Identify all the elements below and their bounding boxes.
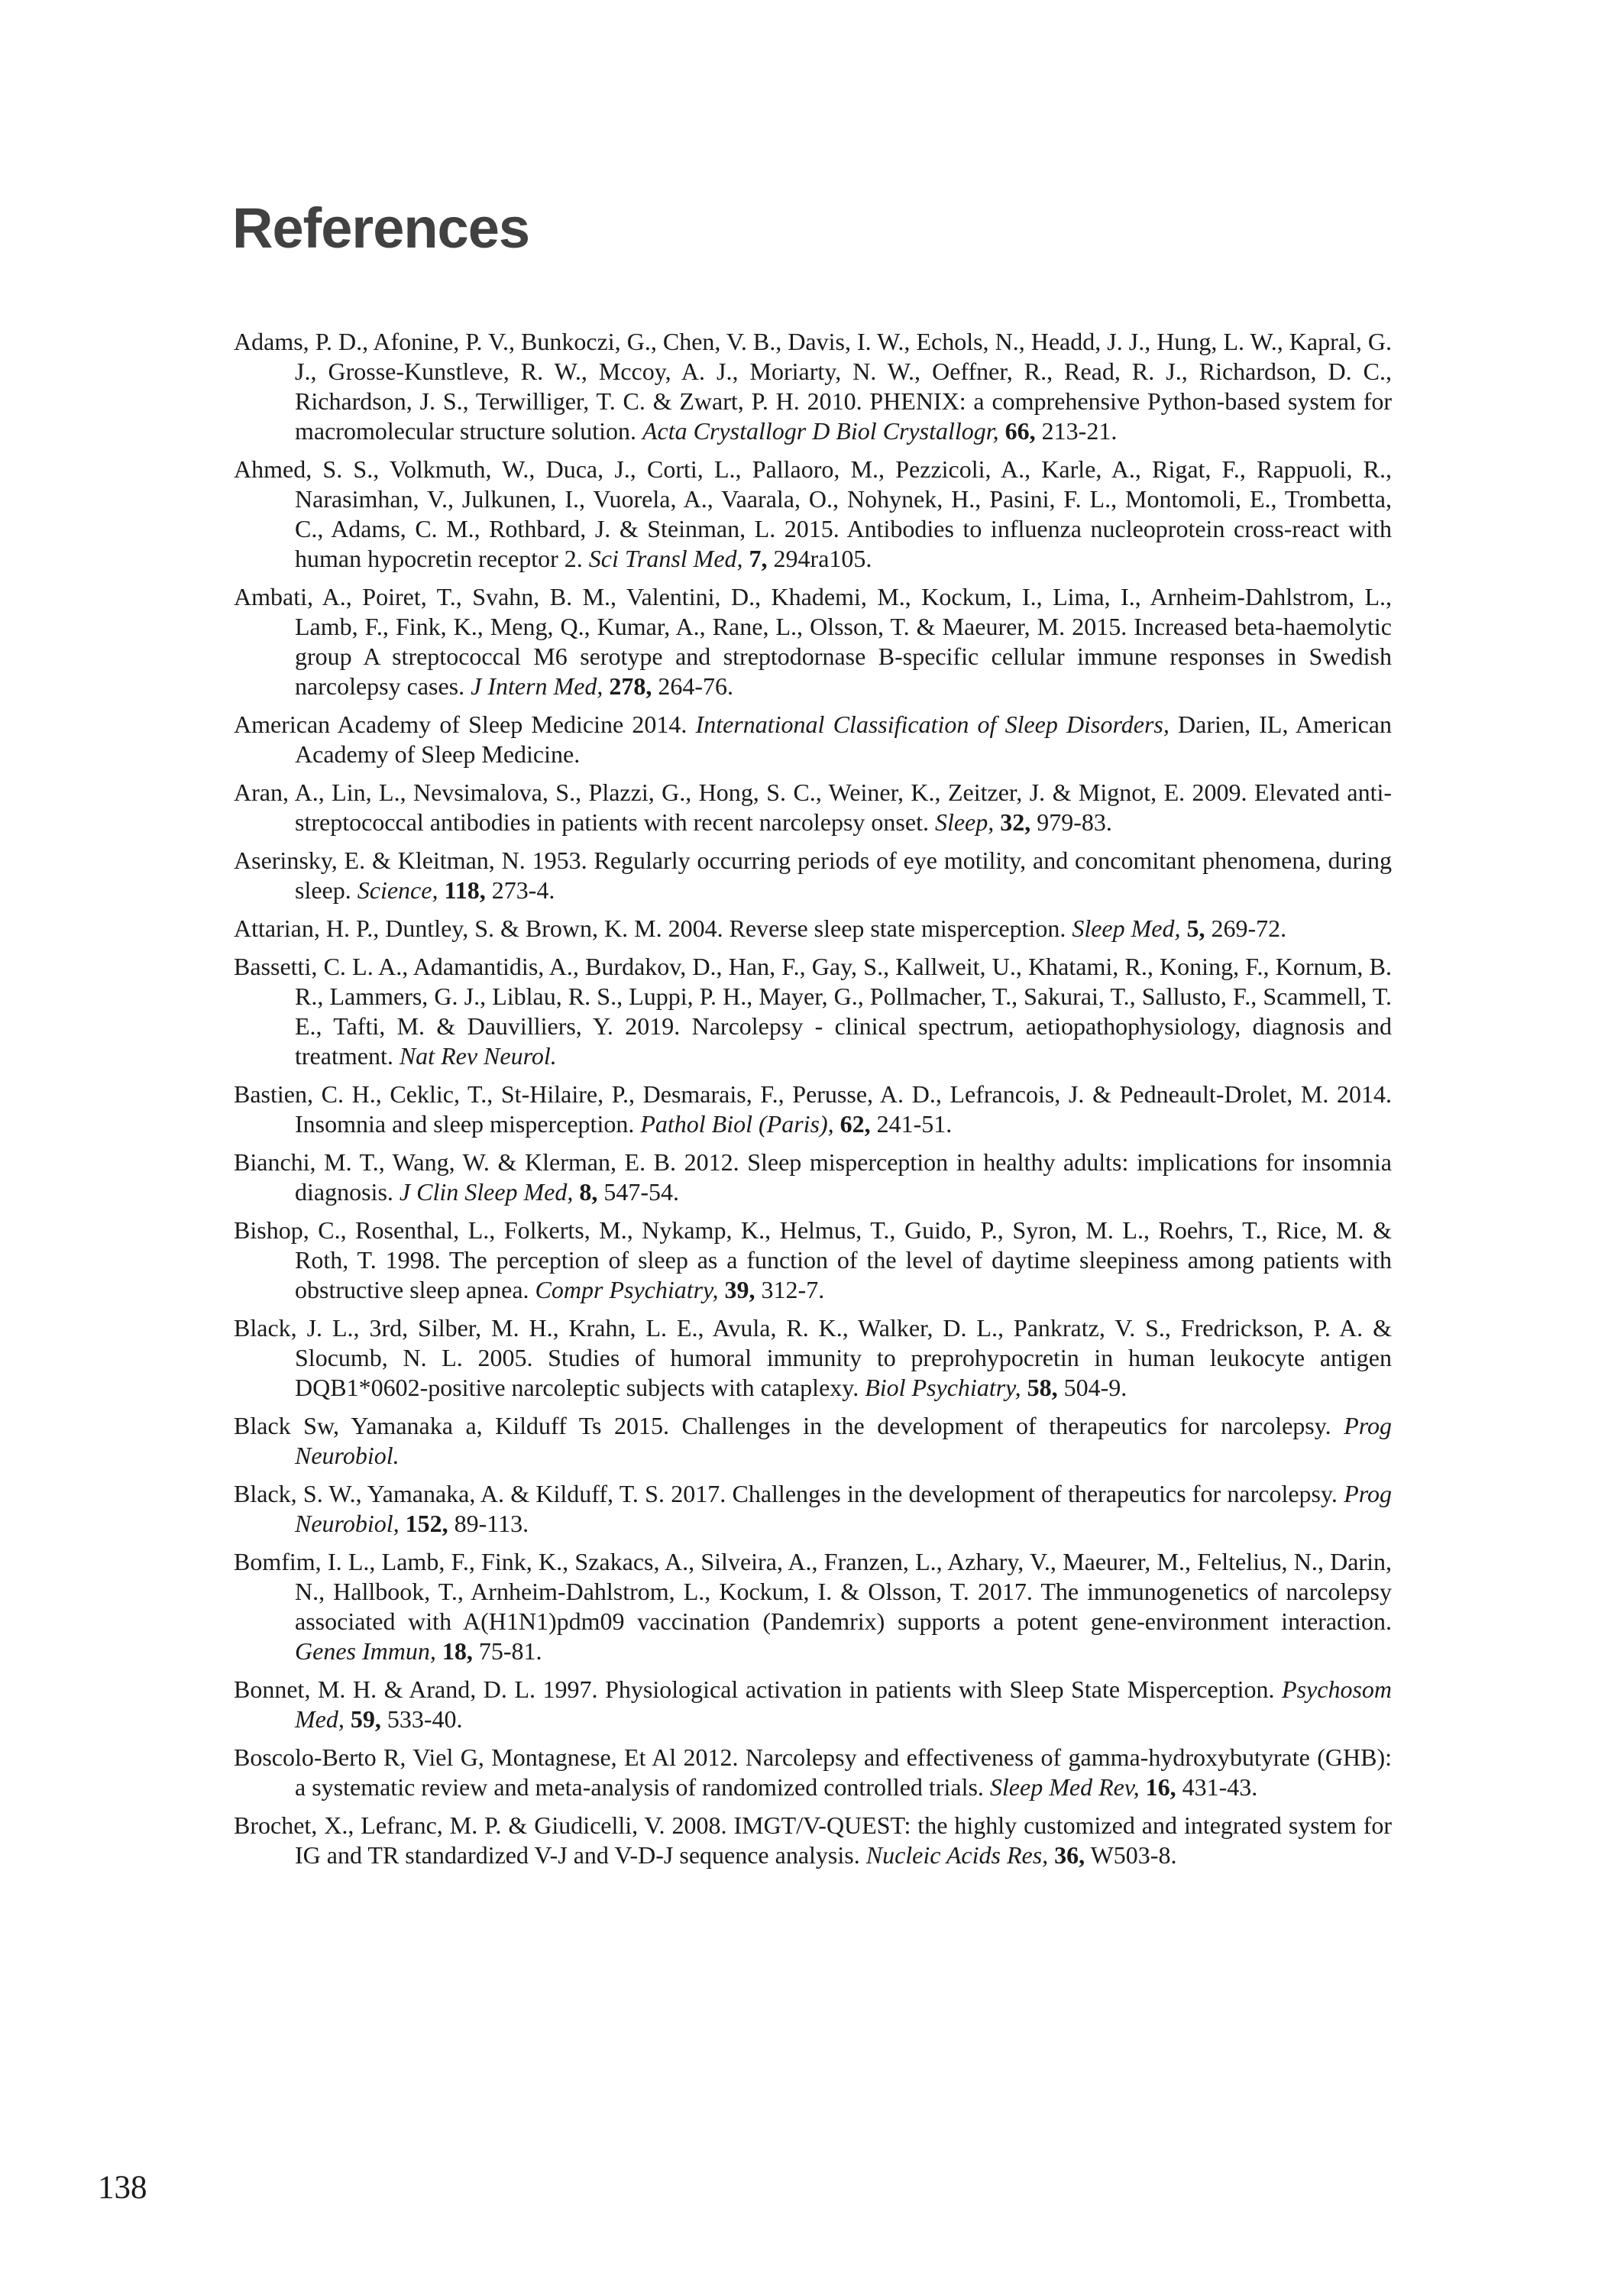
reference-text: Bianchi, M. T., Wang, W. & Klerman, E. B. 2012. Sleep misperception in healthy adults: implications for insomnia diagnosis. <box>234 1148 1392 1206</box>
reference-text <box>436 1637 442 1665</box>
reference-text: Bassetti, C. L. A., Adamantidis, A., Burdakov, D., Han, F., Gay, S., Kallweit, U., Khatami, R., Koning, F., Kornum, B. R., Lammers, G. J., Liblau, R. S., Luppi, P. H., Mayer, G., Pollmacher, T., Sakurai, T., Sallusto, F., Scammell, T. E., Tafti, M. & Dauvilliers, Y. 2019. Narcolepsy - clinical spectrum, aetiopathophysiology, diagnosis and treatment. <box>234 953 1392 1070</box>
reference-volume: 66, <box>1004 417 1036 445</box>
reference-text: 213-21. <box>1035 417 1118 445</box>
reference-journal-title: Compr Psychiatry, <box>535 1276 719 1303</box>
reference-entry <box>234 1148 1392 1207</box>
reference-text: Boscolo-Berto R, Viel G, Montagnese, Et Al 2012. Narcolepsy and effectiveness of gamma-hydroxybutyrate (GHB): a systematic review and meta-analysis of randomized controlled trials. <box>234 1743 1392 1801</box>
reference-text: 312-7. <box>755 1276 825 1303</box>
reference-text: Ahmed, S. S., Volkmuth, W., Duca, J., Corti, L., Pallaoro, M., Pezzicoli, A., Karle, A., Rigat, F., Rappuoli, R., Narasimhan, V., Julkunen, I., Vuorela, A., Vaarala, O., Nohynek, H., Pasini, F. L., Montomoli, E., Trombetta, C., Adams, C. M., Rothbard, J. & Steinman, L. 2015. Antibodies to influenza nucleoprotein cross-react with human hypocretin receptor 2. <box>234 455 1392 572</box>
reference-text: Bonnet, M. H. & Arand, D. L. 1997. Physiological activation in patients with Sleep State Misperception. <box>234 1675 1283 1703</box>
reference-volume: 58, <box>1027 1374 1058 1401</box>
reference-volume: 39, <box>724 1276 755 1303</box>
reference-entry <box>234 846 1392 905</box>
reference-entry <box>234 1743 1392 1802</box>
reference-text: Brochet, X., Lefranc, M. P. & Giudicelli, V. 2008. IMGT/V-QUEST: the highly customized and integrated system for IG and TR standardized V-J and V-D-J sequence analysis. <box>234 1811 1392 1869</box>
reference-text: 533-40. <box>380 1705 463 1733</box>
reference-text: Bomfim, I. L., Lamb, F., Fink, K., Szakacs, A., Silveira, A., Franzen, L., Azhary, V., Maeurer, M., Feltelius, N., Darin, N., Hallbook, T., Arnheim-Dahlstrom, L., Kockum, I. & Olsson, T. 2017. The immunogenetics of narcolepsy associated with A(H1N1)pdm09 vaccination (Pandemrix) supports a potent gene-environment interaction. <box>234 1548 1392 1635</box>
reference-text <box>743 545 749 572</box>
reference-text: 241-51. <box>870 1110 953 1138</box>
reference-volume: 36, <box>1054 1841 1085 1869</box>
reference-volume: 152, <box>405 1510 448 1537</box>
reference-text <box>999 417 1005 445</box>
reference-text: 273-4. <box>485 876 555 904</box>
reference-text: Darien, IL, American Academy of Sleep Medicine. <box>295 711 1393 768</box>
reference-entry <box>234 1313 1392 1403</box>
reference-text: Attarian, H. P., Duntley, S. & Brown, K. M. 2004. Reverse sleep state misperception. <box>234 915 1072 942</box>
reference-journal-title: Sleep, <box>934 808 995 836</box>
reference-entry <box>234 1216 1392 1305</box>
reference-journal-title: J Intern Med, <box>471 672 603 700</box>
reference-text: American Academy of Sleep Medicine 2014. <box>234 711 696 738</box>
reference-journal-title: Biol Psychiatry, <box>865 1374 1021 1401</box>
reference-text: 269-72. <box>1205 915 1287 942</box>
reference-entry <box>234 1411 1392 1471</box>
reference-journal-title: Acta Crystallogr D Biol Crystallogr, <box>642 417 999 445</box>
reference-journal-title: Prog Neurobiol, <box>295 1480 1392 1537</box>
reference-journal-title: Nucleic Acids Res, <box>865 1841 1049 1869</box>
reference-text <box>345 1705 351 1733</box>
reference-volume: 118, <box>444 876 486 904</box>
reference-entry <box>234 455 1392 574</box>
reference-entry <box>234 327 1392 446</box>
reference-journal-title: Sleep Med Rev, <box>989 1773 1140 1801</box>
reference-text: Bishop, C., Rosenthal, L., Folkerts, M., Nykamp, K., Helmus, T., Guido, P., Syron, M. L., Roehrs, T., Rice, M. & Roth, T. 1998. The perception of sleep as a function of the level of daytime sleepiness among patients with obstructive sleep apnea. <box>234 1216 1392 1303</box>
reference-text: W503-8. <box>1085 1841 1177 1869</box>
reference-volume: 5, <box>1186 915 1205 942</box>
reference-volume: 8, <box>579 1178 598 1206</box>
reference-text: Ambati, A., Poiret, T., Svahn, B. M., Valentini, D., Khademi, M., Kockum, I., Lima, I., Arnheim-Dahlstrom, L., Lamb, F., Fink, K., Meng, Q., Kumar, A., Rane, L., Olsson, T. & Maeurer, M. 2015. Increased beta-haemolytic group A streptococcal M6 serotype and streptodornase B-specific cellular immune responses in Swedish narcolepsy cases. <box>234 583 1392 700</box>
reference-text: Aran, A., Lin, L., Nevsimalova, S., Plazzi, G., Hong, S. C., Weiner, K., Zeitzer, J. & Mignot, E. 2009. Elevated anti-streptococcal antibodies in patients with recent narcolepsy onset. <box>234 779 1392 836</box>
reference-text: 89-113. <box>448 1510 529 1537</box>
reference-volume: 278, <box>609 672 652 700</box>
reference-journal-title: J Clin Sleep Med, <box>399 1178 574 1206</box>
reference-entry <box>234 1080 1392 1139</box>
page-title: References <box>232 196 530 260</box>
reference-text: Black Sw, Yamanaka a, Kilduff Ts 2015. Challenges in the development of therapeutics for narcolepsy. <box>234 1412 1344 1439</box>
reference-entry <box>234 1547 1392 1666</box>
reference-entry <box>234 914 1392 944</box>
reference-journal-title: Science, <box>357 876 438 904</box>
reference-text: 504-9. <box>1057 1374 1127 1401</box>
reference-volume: 18, <box>442 1637 473 1665</box>
reference-journal-title: Nat Rev Neurol. <box>399 1042 557 1070</box>
reference-text: 294ra105. <box>767 545 872 572</box>
reference-text: 264-76. <box>652 672 734 700</box>
reference-journal-title: Psychosom Med, <box>295 1675 1392 1733</box>
reference-text: 431-43. <box>1176 1773 1258 1801</box>
reference-journal-title: Sci Transl Med, <box>588 545 743 572</box>
reference-entry <box>234 710 1392 769</box>
reference-volume: 7, <box>749 545 768 572</box>
reference-text: Bastien, C. H., Ceklic, T., St-Hilaire, P., Desmarais, F., Perusse, A. D., Lefrancois, J. & Pedneault-Drolet, M. 2014. Insomnia and sleep misperception. <box>234 1080 1392 1138</box>
reference-text: Black, S. W., Yamanaka, A. & Kilduff, T. S. 2017. Challenges in the development of therapeutics for narcolepsy. <box>234 1480 1344 1507</box>
reference-entry <box>234 778 1392 837</box>
page-number: 138 <box>98 2170 147 2206</box>
reference-text <box>1021 1374 1027 1401</box>
reference-text <box>1048 1841 1054 1869</box>
reference-text: Aserinsky, E. & Kleitman, N. 1953. Regularly occurring periods of eye motility, and concomitant phenomena, during sleep. <box>234 847 1392 904</box>
reference-volume: 16, <box>1145 1773 1176 1801</box>
reference-text <box>834 1110 840 1138</box>
reference-journal-title: Genes Immun, <box>295 1637 436 1665</box>
reference-entry <box>234 952 1392 1071</box>
reference-entry <box>234 1811 1392 1870</box>
reference-volume: 59, <box>350 1705 381 1733</box>
reference-text: 75-81. <box>472 1637 542 1665</box>
reference-journal-title: International Classification of Sleep Disorders, <box>695 711 1169 738</box>
reference-text <box>1140 1773 1146 1801</box>
reference-entry <box>234 582 1392 701</box>
reference-text: Adams, P. D., Afonine, P. V., Bunkoczi, G., Chen, V. B., Davis, I. W., Echols, N., Headd, J. J., Hung, L. W., Kapral, G. J., Grosse-Kunstleve, R. W., Mccoy, A. J., Moriarty, N. W., Oeffner, R., Read, R. J., Richardson, D. C., Richardson, J. S., Terwilliger, T. C. & Zwart, P. H. 2010. PHENIX: a comprehensive Python-based system for macromolecular structure solution. <box>234 328 1392 445</box>
reference-entry <box>234 1675 1392 1734</box>
reference-text: 979-83. <box>1030 808 1112 836</box>
reference-text: 547-54. <box>597 1178 680 1206</box>
reference-journal-title: Pathol Biol (Paris), <box>640 1110 834 1138</box>
reference-text <box>400 1510 406 1537</box>
reference-journal-title: Sleep Med, <box>1072 915 1181 942</box>
references-list <box>234 327 1392 1879</box>
reference-entry <box>234 1479 1392 1539</box>
reference-volume: 62, <box>839 1110 871 1138</box>
reference-volume: 32, <box>1000 808 1031 836</box>
reference-text: Black, J. L., 3rd, Silber, M. H., Krahn, L. E., Avula, R. K., Walker, D. L., Pankratz, V. S., Fredrickson, P. A. & Slocumb, N. L. 2005. Studies of humoral immunity to preprohypocretin in human leukocyte antigen DQB1*0602-positive narcoleptic subjects with cataplexy. <box>234 1314 1392 1401</box>
reference-text <box>719 1276 725 1303</box>
reference-journal-title: Prog Neurobiol. <box>295 1412 1392 1469</box>
